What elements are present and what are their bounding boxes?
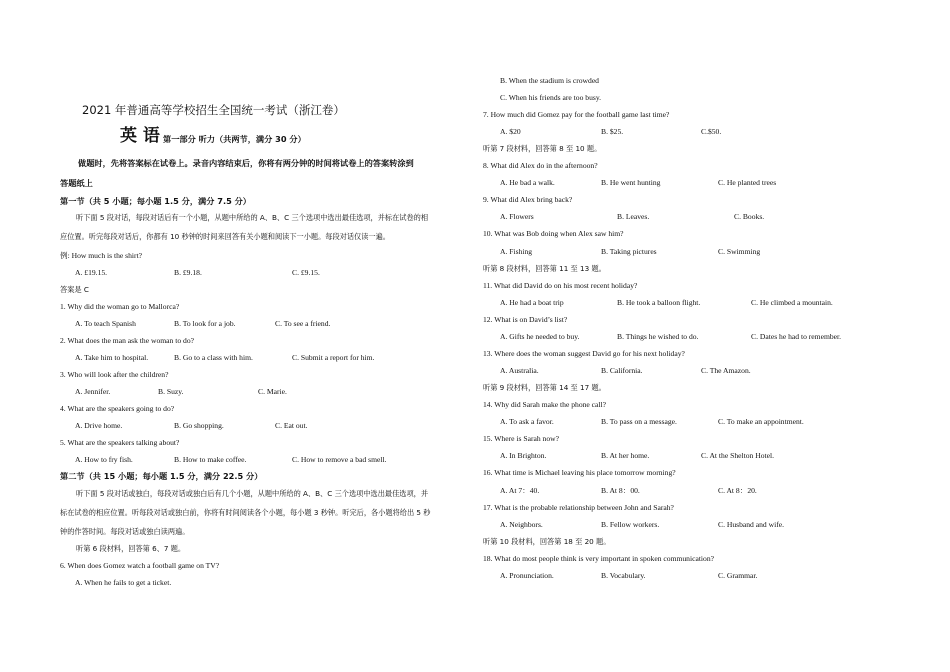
question-3: 3. Who will look after the children? bbox=[60, 370, 169, 379]
option-b: B. Taking pictures bbox=[601, 247, 657, 256]
option-c: C. How to remove a bad smell. bbox=[292, 455, 387, 464]
option-a: A. Neighbors. bbox=[500, 520, 543, 529]
question-17: 17. What is the probable relationship between John and Sarah? bbox=[483, 503, 674, 512]
example-answer: 答案是 C bbox=[60, 285, 89, 294]
option-a: A. At 7：40. bbox=[500, 486, 540, 495]
option-a: A. Fishing bbox=[500, 247, 533, 256]
option-a: A. Take him to hospital. bbox=[75, 353, 149, 362]
option-c: C. £9.15. bbox=[292, 268, 320, 277]
option-b: B. How to make coffee. bbox=[174, 455, 247, 464]
question-15: 15. Where is Sarah now? bbox=[483, 434, 559, 443]
option-c: C. The Amazon. bbox=[701, 366, 751, 375]
option-a: A. Drive home. bbox=[75, 421, 123, 430]
exam-title: 2021 年普通高等学校招生全国统一考试（浙江卷） bbox=[82, 103, 345, 117]
section1-instr-line2: 应位置。听完每段对话后，你都有 10 秒钟的时间来回答有关小题和阅读下一小题。每段对话仅读一遍。 bbox=[60, 232, 390, 241]
option-a: A. He bad a walk. bbox=[500, 178, 555, 187]
option-a: A. Flowers bbox=[500, 212, 534, 221]
question-8: 8. What did Alex do in the afternoon? bbox=[483, 161, 598, 170]
option-b: B. Go to a class with him. bbox=[174, 353, 253, 362]
option-b: B. He took a balloon flight. bbox=[617, 298, 701, 307]
part1-heading: 第一部分 听力（共两节，满分 30 分） bbox=[163, 134, 306, 144]
section1-heading: 第一节（共 5 小题；每小题 1.5 分，满分 7.5 分） bbox=[60, 196, 251, 206]
question-11: 11. What did David do on his most recent holiday? bbox=[483, 281, 638, 290]
material-7-instr: 听第 7 段材料，回答第 8 至 10 题。 bbox=[483, 144, 602, 153]
material-9-instr: 听第 9 段材料，回答第 14 至 17 题。 bbox=[483, 383, 606, 392]
option-c: C. Husband and wife. bbox=[718, 520, 785, 529]
option-b: B. California. bbox=[601, 366, 643, 375]
option-b: B. To pass on a message. bbox=[601, 417, 677, 426]
option-c: C. At 8：20. bbox=[718, 486, 757, 495]
option-c: C.$50. bbox=[701, 127, 722, 136]
option-c: C. Books. bbox=[734, 212, 765, 221]
question-10: 10. What was Bob doing when Alex saw him? bbox=[483, 229, 624, 238]
question-6-option-b: B. When the stadium is crowded bbox=[500, 76, 599, 85]
material-8-instr: 听第 8 段材料，回答第 11 至 13 题。 bbox=[483, 264, 606, 273]
question-18: 18. What do most people think is very important in spoken communication? bbox=[483, 554, 715, 563]
example-question: 例: How much is the shirt? bbox=[60, 251, 143, 260]
question-6-option-a: A. When he fails to get a ticket. bbox=[75, 578, 172, 587]
option-c: C. To make an appointment. bbox=[718, 417, 804, 426]
option-a: A. To teach Spanish bbox=[75, 319, 136, 328]
option-b: B. At her home. bbox=[601, 451, 650, 460]
option-c: C. To see a friend. bbox=[275, 319, 331, 328]
question-7: 7. How much did Gomez pay for the football game last time? bbox=[483, 110, 670, 119]
option-a: A. Pronunciation. bbox=[500, 571, 554, 580]
option-b: B. To look for a job. bbox=[174, 319, 236, 328]
option-c: C. Marie. bbox=[258, 387, 287, 396]
option-c: C. Grammar. bbox=[718, 571, 758, 580]
question-14: 14. Why did Sarah make the phone call? bbox=[483, 400, 607, 409]
option-b: B. Vocabulary. bbox=[601, 571, 646, 580]
option-b: B. At 8：00. bbox=[601, 486, 640, 495]
option-a: A. How to fry fish. bbox=[75, 455, 133, 464]
option-a: A. To ask a favor. bbox=[500, 417, 554, 426]
section2-instr-line1: 听下面 5 段对话或独白，每段对话或独白后有几个小题，从题中所给的 A、B、C 三个选项中选出最佳选项，并 bbox=[76, 489, 429, 498]
option-c: C. He climbed a mountain. bbox=[751, 298, 833, 307]
option-c: C. Eat out. bbox=[275, 421, 308, 430]
option-b: B. Fellow workers. bbox=[601, 520, 660, 529]
question-4: 4. What are the speakers going to do? bbox=[60, 404, 175, 413]
option-b: B. Things he wished to do. bbox=[617, 332, 699, 341]
option-b: B. Suzy. bbox=[158, 387, 184, 396]
section2-heading: 第二节（共 15 小题；每小题 1.5 分，满分 22.5 分） bbox=[60, 471, 263, 481]
option-a: A. $20 bbox=[500, 127, 521, 136]
question-2: 2. What does the man ask the woman to do? bbox=[60, 336, 194, 345]
section2-instr-line3: 钟的作答时间。每段对话或独白读两遍。 bbox=[60, 527, 190, 536]
notice-line2: 答题纸上 bbox=[60, 178, 93, 188]
question-6: 6. When does Gomez watch a football game on TV? bbox=[60, 561, 220, 570]
option-c: C. Dates he had to remember. bbox=[751, 332, 842, 341]
question-16: 16. What time is Michael leaving his place tomorrow morning? bbox=[483, 468, 676, 477]
option-c: C. He planted trees bbox=[718, 178, 777, 187]
section1-instr-line1: 听下面 5 段对话，每段对话后有一个小题，从题中所给的 A、B、C 三个选项中选出最佳选项，并标在试卷的相 bbox=[76, 213, 429, 222]
material-10-instr: 听第 10 段材料，回答第 18 至 20 题。 bbox=[483, 537, 611, 546]
option-a: A. Australia. bbox=[500, 366, 539, 375]
material-6-instr: 听第 6 段材料，回答第 6、7 题。 bbox=[76, 544, 186, 553]
option-b: B. He went hunting bbox=[601, 178, 661, 187]
question-6-option-c: C. When his friends are too busy. bbox=[500, 93, 602, 102]
option-a: A. He had a boat trip bbox=[500, 298, 564, 307]
option-c: C. At the Shelton Hotel. bbox=[701, 451, 774, 460]
question-12: 12. What is on David’s list? bbox=[483, 315, 568, 324]
option-a: A. £19.15. bbox=[75, 268, 108, 277]
option-b: B. £9.18. bbox=[174, 268, 202, 277]
option-b: B. $25. bbox=[601, 127, 624, 136]
option-b: B. Leaves. bbox=[617, 212, 650, 221]
option-a: A. Gifts he needed to buy. bbox=[500, 332, 580, 341]
option-b: B. Go shopping. bbox=[174, 421, 224, 430]
notice-line1: 做题时，先将答案标在试卷上。录音内容结束后，你将有两分钟的时间将试卷上的答案转涂到 bbox=[78, 158, 414, 168]
question-5: 5. What are the speakers talking about? bbox=[60, 438, 180, 447]
subject-title: 英 语 bbox=[120, 126, 160, 146]
option-c: C. Submit a report for him. bbox=[292, 353, 375, 362]
option-a: A. Jennifer. bbox=[75, 387, 111, 396]
section2-instr-line2: 标在试卷的相应位置。听每段对话或独白前，你将有时间阅读各个小题，每小题 3 秒钟。听完后，各小题将给出 5 秒 bbox=[60, 508, 431, 517]
question-9: 9. What did Alex bring back? bbox=[483, 195, 573, 204]
option-a: A. In Brighton. bbox=[500, 451, 547, 460]
question-13: 13. Where does the woman suggest David go for his next holiday? bbox=[483, 349, 685, 358]
option-c: C. Swimming bbox=[718, 247, 761, 256]
question-1: 1. Why did the woman go to Mallorca? bbox=[60, 302, 180, 311]
